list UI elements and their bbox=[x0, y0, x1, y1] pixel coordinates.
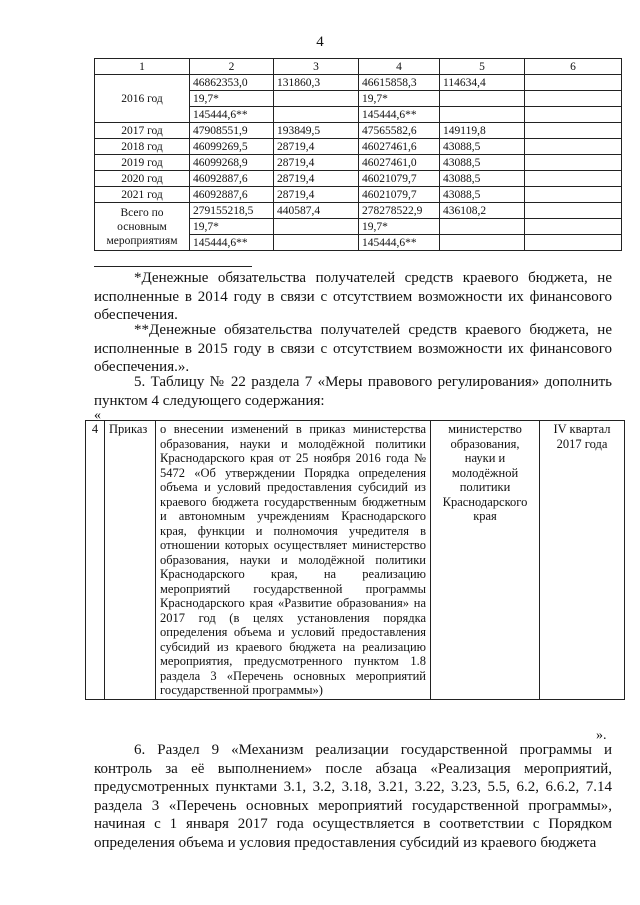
table-cell: 19,7* bbox=[359, 219, 440, 235]
document-kind: Приказ bbox=[105, 421, 156, 700]
table-cell bbox=[274, 91, 359, 107]
item-6-paragraph: 6. Раздел 9 «Механизм реализации государственной программы и контроль за её выполнением» после абзаца «Реализация мероприятий, предусмотренных пунктами 3.1, 3.2, 3.18, 3.21, 3.22, 3.23, 5.5, 6.2, 6.6.2, 7.14 раздела 3 «Перечень основных мероприятий государственной программы», начиная с 1 января 2017 года осуществляется в соответствии с Порядком определения объема и условия предоставления субсидий из краевого бюджета bbox=[94, 742, 612, 851]
table-cell: 145444,6** bbox=[190, 107, 274, 123]
table-cell: 145444,6** bbox=[359, 235, 440, 251]
table-cell: 46021079,7 bbox=[359, 187, 440, 203]
table-row bbox=[95, 203, 622, 219]
page-number: 4 bbox=[316, 34, 324, 50]
closing-quote: ». bbox=[596, 728, 607, 743]
table-row bbox=[95, 139, 622, 155]
table-cell bbox=[525, 139, 622, 155]
table-cell bbox=[525, 171, 622, 187]
table-cell: 46092887,6 bbox=[190, 171, 274, 187]
table-cell: 19,7* bbox=[190, 91, 274, 107]
table-cell: 28719,4 bbox=[274, 187, 359, 203]
table-cell bbox=[440, 107, 525, 123]
header-cell: 3 bbox=[274, 59, 359, 75]
total-label bbox=[95, 203, 190, 251]
table-cell: 145444,6** bbox=[359, 107, 440, 123]
table-cell: 19,7* bbox=[359, 91, 440, 107]
year-label: 2017 год bbox=[95, 123, 190, 139]
table-cell: 46615858,3 bbox=[359, 75, 440, 91]
table-cell: 440587,4 bbox=[274, 203, 359, 219]
table-cell bbox=[274, 107, 359, 123]
opening-quote: « bbox=[94, 408, 101, 423]
table-cell: 47565582,6 bbox=[359, 123, 440, 139]
table-cell: 43088,5 bbox=[440, 155, 525, 171]
table-row bbox=[95, 155, 622, 171]
table-row bbox=[95, 75, 622, 91]
table-cell: 46099268,9 bbox=[190, 155, 274, 171]
table-cell bbox=[440, 219, 525, 235]
table-cell: 193849,5 bbox=[274, 123, 359, 139]
table-row bbox=[95, 187, 622, 203]
header-cell: 4 bbox=[359, 59, 440, 75]
footnote-2: **Денежные обязательства получателей средств краевого бюджета, не исполненные в 2015 году в связи с отсутствием возможности их финансового обеспечения.». bbox=[94, 322, 612, 375]
table-cell: 46021079,7 bbox=[359, 171, 440, 187]
total-label-line: основным bbox=[117, 220, 167, 233]
table-cell bbox=[525, 107, 622, 123]
total-label-line: мероприятиям bbox=[106, 234, 178, 247]
table-row bbox=[95, 171, 622, 187]
table-cell: 278278522,9 bbox=[359, 203, 440, 219]
year-label: 2021 год bbox=[95, 187, 190, 203]
document-description: о внесении изменений в приказ министерства образования, науки и молодёжной политики Краснодарского края от 25 ноября 2016 года № 5472 «Об утверждении Порядка определения объема и условий предоставления субсидий из краевого бюджета государственным бюджетным и автономным учреждениям Краснодарского края, функции и полномочия учредителя в отношении которых осуществляет министерство образования, науки и молодёжной политики Краснодарского края, на реализацию мероприятий государственной программы Краснодарского края «Развитие образования» на 2017 год (в целях установления порядка определения объема и условий предоставления субсидий из краевого бюджета на реализацию мероприятия, предусмотренного пунктом 1.8 раздела 3 «Перечень основных мероприятий государственной программы») bbox=[156, 421, 431, 700]
table-cell: 46092887,6 bbox=[190, 187, 274, 203]
table-cell: 131860,3 bbox=[274, 75, 359, 91]
header-cell: 2 bbox=[190, 59, 274, 75]
deadline: IV квартал 2017 года bbox=[540, 421, 625, 700]
table-cell: 46862353,0 bbox=[190, 75, 274, 91]
table-cell bbox=[525, 123, 622, 139]
footnote-divider bbox=[94, 266, 252, 267]
table-cell bbox=[440, 235, 525, 251]
table-cell bbox=[525, 235, 622, 251]
table-cell: 279155218,5 bbox=[190, 203, 274, 219]
table-cell: 436108,2 bbox=[440, 203, 525, 219]
item-5-paragraph: 5. Таблицу № 22 раздела 7 «Меры правового регулирования» дополнить пунктом 4 следующего содержания: bbox=[94, 374, 612, 409]
table-cell: 149119,8 bbox=[440, 123, 525, 139]
table-cell: 28719,4 bbox=[274, 171, 359, 187]
table-cell bbox=[525, 155, 622, 171]
table-cell: 46027461,6 bbox=[359, 139, 440, 155]
legal-measures-table bbox=[85, 420, 625, 700]
year-label: 2019 год bbox=[95, 155, 190, 171]
table-cell: 46027461,0 bbox=[359, 155, 440, 171]
year-label: 2016 год bbox=[95, 75, 190, 123]
header-cell: 5 bbox=[440, 59, 525, 75]
table-cell bbox=[525, 91, 622, 107]
table-cell bbox=[525, 75, 622, 91]
table-cell: 28719,4 bbox=[274, 139, 359, 155]
header-cell: 6 bbox=[525, 59, 622, 75]
table-row bbox=[86, 421, 625, 700]
table-cell bbox=[525, 219, 622, 235]
table-cell: 43088,5 bbox=[440, 139, 525, 155]
financing-table bbox=[94, 58, 622, 251]
row-number: 4 bbox=[86, 421, 105, 700]
table-cell bbox=[525, 187, 622, 203]
table-cell: 43088,5 bbox=[440, 171, 525, 187]
table-cell: 47908551,9 bbox=[190, 123, 274, 139]
year-label: 2018 год bbox=[95, 139, 190, 155]
table-cell: 19,7* bbox=[190, 219, 274, 235]
table-cell: 114634,4 bbox=[440, 75, 525, 91]
header-cell: 1 bbox=[95, 59, 190, 75]
responsible-body: министерство образования, науки и молодёжной политики Краснодарского края bbox=[431, 421, 540, 700]
total-label-line: Всего по bbox=[120, 206, 164, 219]
table-cell bbox=[440, 91, 525, 107]
table-cell: 28719,4 bbox=[274, 155, 359, 171]
table-cell: 46099269,5 bbox=[190, 139, 274, 155]
table-cell: 145444,6** bbox=[190, 235, 274, 251]
table-cell bbox=[274, 235, 359, 251]
table-cell: 43088,5 bbox=[440, 187, 525, 203]
footnote-1: *Денежные обязательства получателей средств краевого бюджета, не исполненные в 2014 году в связи с отсутствием возможности их финансового обеспечения. bbox=[94, 270, 612, 323]
table-cell bbox=[525, 203, 622, 219]
table-row bbox=[95, 123, 622, 139]
year-label: 2020 год bbox=[95, 171, 190, 187]
table-header-row bbox=[95, 59, 622, 75]
table-cell bbox=[274, 219, 359, 235]
